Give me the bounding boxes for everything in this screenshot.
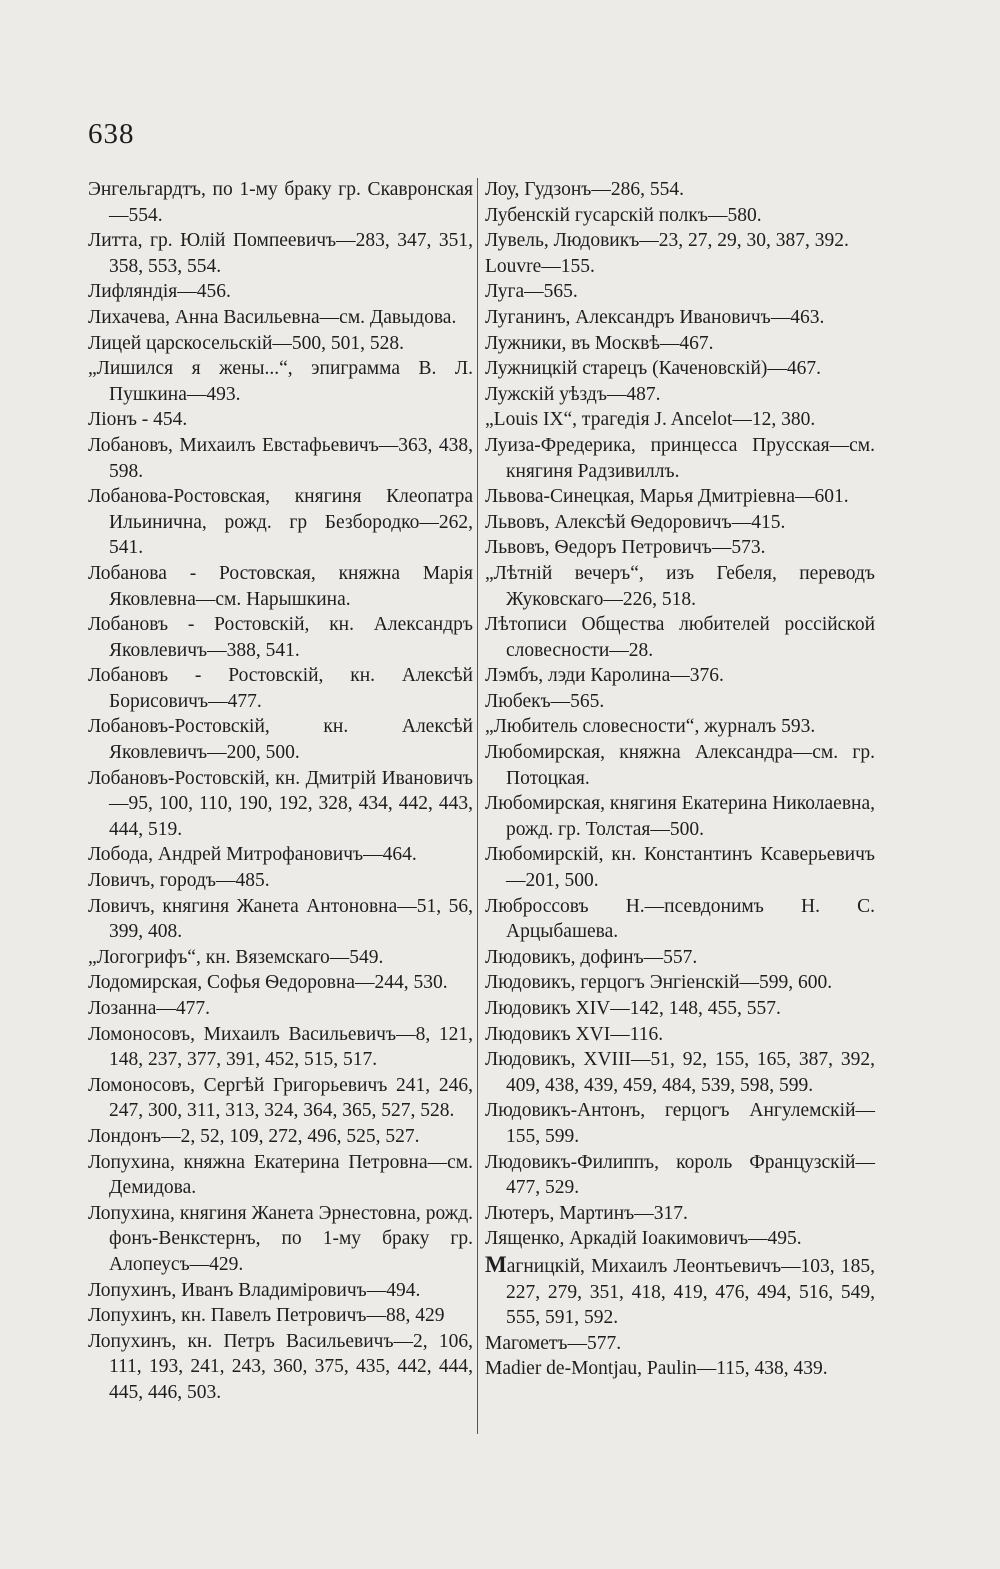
index-entry-text: агницкій, Михаилъ Леонтьевичъ—103, 185, 227, 279, 351, 418, 419, 476, 494, 516, 549, 555, 591, 592. — [506, 1255, 875, 1329]
index-entry: Людовикъ, XVIII—51, 92, 155, 165, 387, 392, 409, 438, 439, 459, 484, 539, 598, 599. — [485, 1049, 875, 1096]
index-entry: Львовъ, Ѳедоръ Петровичъ—573. — [485, 537, 766, 559]
left-column — [88, 177, 473, 1406]
index-entry: Лозанна—477. — [88, 998, 210, 1019]
index-entry: Ловичъ, княгиня Жанета Антоновна—51, 56, 399, 408. — [88, 895, 473, 943]
index-entry: Людовикъ XVI—116. — [485, 1023, 664, 1045]
index-entry: Лобановъ-Ростовскій, кн. Дмитрій Ивановичъ—95, 100, 110, 190, 192, 328, 434, 442, 443, 444, 519. — [88, 767, 473, 840]
index-entry: Любомирскій, кн. Константинъ Ксаверьевичъ—201, 500. — [485, 844, 875, 892]
index-entry: „Лишился я жены...“, эпиграмма В. Л. Пушкина—493. — [88, 358, 473, 405]
index-entry: Людовикъ-Антонъ, герцогъ Ангулемскій—155, 599. — [485, 1100, 875, 1147]
index-entry: Лютеръ, Мартинъ—317. — [485, 1202, 688, 1224]
index-entry: Людовикъ XIV—142, 148, 455, 557. — [485, 998, 781, 1019]
index-entry: Лэмбъ, лэди Каролина—376. — [485, 665, 724, 687]
index-entry: Лобанова - Ростовская, княжна Марія Яковлевна—см. Нарышкина. — [88, 562, 473, 610]
index-entry: Литта, гр. Юлій Помпеевичъ—283, 347, 351, 358, 553, 554. — [88, 230, 473, 277]
index-entry: Лихачева, Анна Васильевна—см. Давыдова. — [88, 306, 457, 328]
index-entry: Лопухина, княжна Екатерина Петровна—см. Демидова. — [88, 1151, 473, 1199]
index-entry: Лобановъ - Ростовскій, кн. Александръ Яковлевичъ—388, 541. — [88, 614, 473, 661]
index-entry: Лифляндія—456. — [88, 281, 231, 303]
index-entry: „Louis IX“, трагедія J. Ancelot—12, 380. — [485, 409, 816, 431]
index-entry: Любомирская, княгиня Екатерина Николаевна, рожд. гр. Толстая—500. — [485, 793, 875, 840]
index-entry: Madier de-Montjau, Paulin—115, 438, 439. — [485, 1358, 828, 1380]
index-entry: Лужскій уѣздъ—487. — [485, 383, 661, 405]
index-entry: Лувель, Людовикъ—23, 27, 29, 30, 387, 392. — [485, 230, 849, 252]
index-entry: Люброссовъ Н.—псевдонимъ Н. С. Арцыбашева. — [485, 895, 875, 943]
index-entry: Магометъ—577. — [485, 1332, 622, 1354]
index-entry: Львова-Синецкая, Марья Дмитріевна—601. — [485, 486, 849, 508]
index-entry: Львовъ, Алексѣй Ѳедоровичъ—415. — [485, 511, 786, 533]
index-entry: Лобанова-Ростовская, княгиня Клеопатра Ильинична, рожд. гр Безбородко—262, 541. — [88, 486, 473, 559]
index-entry: Луганинъ, Александръ Ивановичъ—463. — [485, 306, 825, 328]
index-entry — [485, 1252, 875, 1331]
index-entry: Лѣтописи Общества любителей россійской словесности—28. — [485, 614, 875, 661]
index-entry: Ломоносовъ, Сергѣй Григорьевичъ 241, 246, 247, 300, 311, 313, 324, 364, 365, 527, 528. — [88, 1074, 473, 1122]
index-entry: Любомирская, княжна Александра—см. гр. Потоцкая. — [485, 742, 875, 789]
index-entry: Людовикъ, дофинъ—557. — [485, 946, 698, 968]
index-entry: Louvre—155. — [485, 255, 595, 277]
index-entry: Лоу, Гудзонъ—286, 554. — [485, 179, 684, 200]
index-entry: Ліонъ - 454. — [88, 409, 188, 431]
index-entry: Луиза-Фредерика, принцесса Прусская—см. княгиня Радзивиллъ. — [485, 434, 875, 482]
section-initial-letter: М — [485, 1251, 507, 1277]
index-entry: Лицей царскосельскій—500, 501, 528. — [88, 332, 405, 354]
index-entry: Ломоносовъ, Михаилъ Васильевичъ—8, 121, 148, 237, 377, 391, 452, 515, 517. — [88, 1023, 473, 1071]
index-entry: Лобановъ - Ростовскій, кн. Алексѣй Борисовичъ—477. — [88, 665, 473, 712]
index-entry: Лодомирская, Софья Ѳедоровна—244, 530. — [88, 972, 448, 994]
index-entry: Энгельгардтъ, по 1-му браку гр. Скавронская—554. — [88, 179, 473, 226]
index-entry: Ловичъ, городъ—485. — [88, 870, 270, 892]
index-entry: Луга—565. — [485, 281, 578, 303]
right-column — [485, 177, 875, 1382]
index-entry: Лопухинъ, кн. Павелъ Петровичъ—88, 429 — [88, 1305, 445, 1327]
index-entry: Лобановъ, Михаилъ Евстафьевичъ—363, 438, 598. — [88, 434, 473, 482]
index-entry: Лужницкій старецъ (Каченовскій)—467. — [485, 358, 822, 380]
index-entry: Людовикъ-Филиппъ, король Французскій—477, 529. — [485, 1151, 875, 1199]
index-entry: „Лѣтній вечеръ“, изъ Гебеля, переводъ Жуковскаго—226, 518. — [485, 562, 875, 610]
index-entry: Лященко, Аркадій Іоакимовичъ—495. — [485, 1228, 802, 1250]
index-entry: Лобода, Андрей Митрофановичъ—464. — [88, 844, 417, 866]
index-entry: Любекъ—565. — [485, 690, 605, 712]
index-entry: Лондонъ—2, 52, 109, 272, 496, 525, 527. — [88, 1125, 420, 1147]
index-entry: Лобановъ-Ростовскій, кн. Алексѣй Яковлевичъ—200, 500. — [88, 716, 473, 764]
index-entry: Лужники, въ Москвѣ—467. — [485, 332, 714, 354]
index-entry: Лопухина, княгиня Жанета Эрнестовна, рожд. фонъ-Венкстернъ, по 1-му браку гр. Алопеусъ—429. — [88, 1202, 473, 1275]
page-number: 638 — [88, 118, 135, 150]
index-entry: „Логогрифъ“, кн. Вяземскаго—549. — [88, 946, 384, 968]
index-entry: „Любитель словесности“, журналъ 593. — [485, 716, 816, 738]
index-entry: Лубенскій гусарскій полкъ—580. — [485, 204, 762, 226]
index-entry: Людовикъ, герцогъ Энгіенскій—599, 600. — [485, 972, 833, 994]
index-entry: Лопухинъ, кн. Петръ Васильевичъ—2, 106, 111, 193, 241, 243, 360, 375, 435, 442, 444, 445, 446, 503. — [88, 1330, 473, 1403]
column-divider — [477, 178, 478, 1434]
index-entry: Лопухинъ, Иванъ Владиміровичъ—494. — [88, 1279, 421, 1301]
